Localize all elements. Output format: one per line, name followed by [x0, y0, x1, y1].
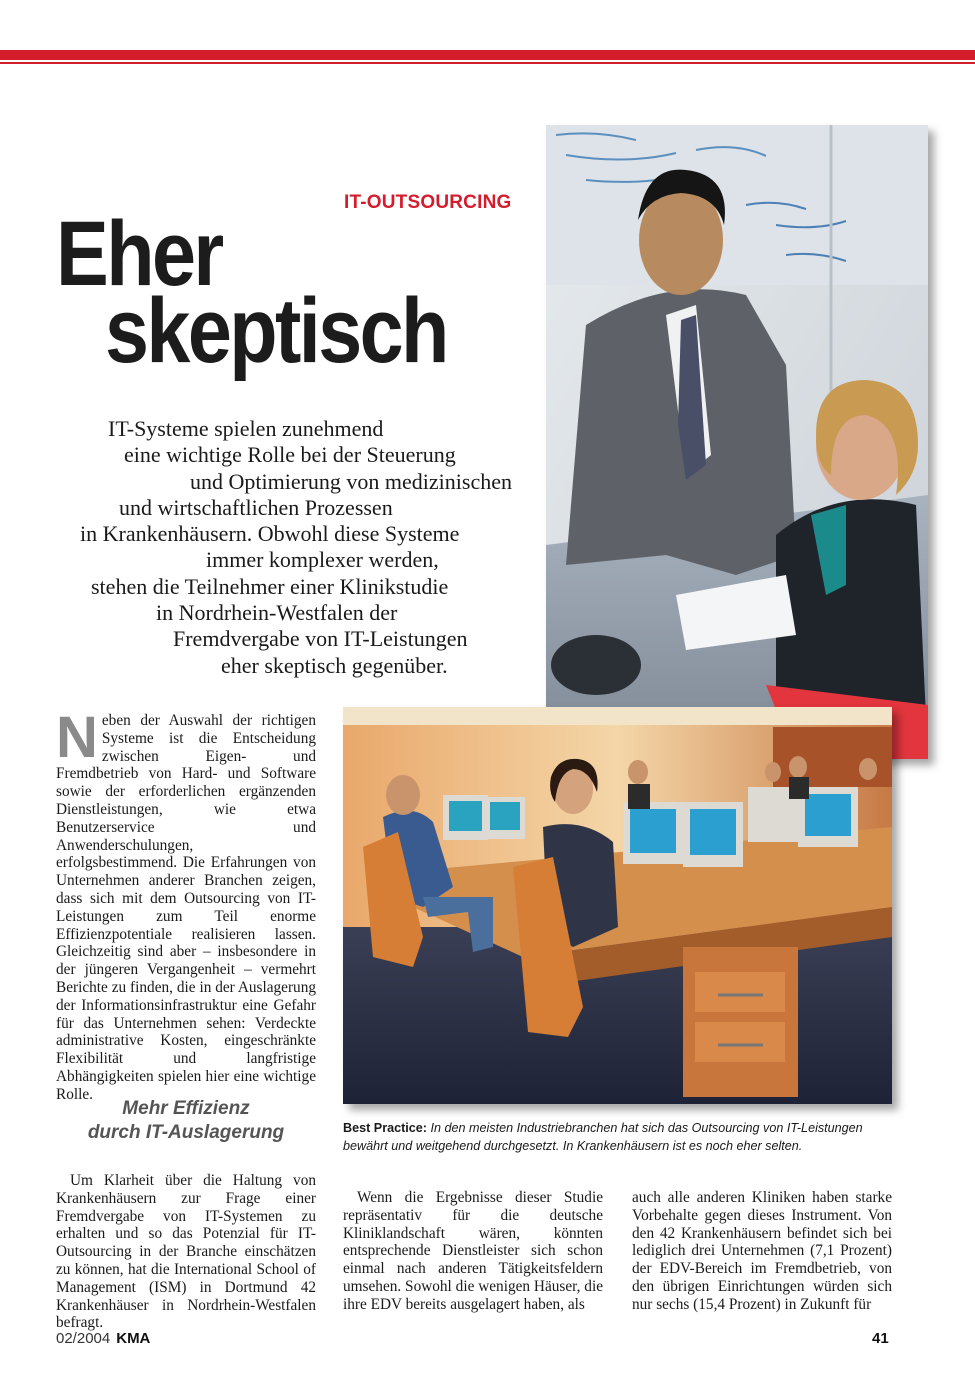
lead-line: immer komplexer werden,: [206, 547, 439, 573]
subheading-line-2: durch IT-Auslagerung: [87, 1122, 285, 1143]
lead-line: und Optimierung von medizinischen: [190, 468, 512, 494]
body-column-2: Wenn die Ergebnisse dieser Studie repräsentativ für die deutsche Kliniklandschaft wären, könnten entsprechende Dienstleister sich schon einmal nach anderen Tätigkeitsfeldern umsehen. Sowohl die wenigen Häuser, die ihre EDV bereits ausgelagert haben, als: [343, 1189, 603, 1313]
lead-line: in Krankenhäusern. Obwohl diese Systeme: [80, 521, 460, 547]
headline-line-1: Eher: [56, 203, 222, 305]
lead-line: Fremdvergabe von IT-Leistungen: [173, 626, 468, 652]
caption-label: Best Practice:: [343, 1121, 427, 1135]
call-center-photo: [343, 707, 892, 1104]
body-column-3: auch alle anderen Kliniken haben starke Vorbehalte gegen dieses Instrument. Von den 42 Krankenhäusern befindet sich bei lediglich drei Unternehmen (7,1 Prozent) der EDV-Bereich im Fremdbetrieb, von den übrigen Einrichtungen würden sich nur sechs (15,4 Prozent) in Zukunft für: [632, 1189, 892, 1313]
lead-line: IT-Systeme spielen zunehmend: [108, 416, 384, 441]
subheading-line-1: Mehr Effizienz: [122, 1098, 250, 1119]
caption-line-1: In den meisten Industriebranchen hat sich das Outsourcing von IT-Leistungen: [430, 1121, 863, 1135]
drop-cap: N: [56, 705, 98, 770]
body-column-1b: Um Klarheit über die Haltung von Krankenhäusern zur Frage einer Fremdvergabe von IT-Systemen zu erhalten und so das Potenzial für IT-Outsourcing in der Branche einschätzen zu können, hat die International School of Management (ISM) in Dortmund 42 Krankenhäuser in Nordrhein-Westfalen befragt.: [56, 1172, 316, 1332]
body-column-1: [56, 705, 316, 1104]
section-kicker: IT-OUTSOURCING: [344, 192, 512, 213]
page-number: 41: [872, 1330, 889, 1347]
lead-line: stehen die Teilnehmer einer Klinikstudie: [91, 573, 449, 599]
lead-line: eher skeptisch gegenüber.: [221, 652, 448, 678]
photo-caption: [343, 1119, 903, 1155]
headline-line-2: skeptisch: [105, 280, 447, 382]
caption-line-2: bewährt und weitgehend durchgesetzt. In Krankenhäusern ist es noch eher selten.: [343, 1139, 803, 1153]
lead-line: und wirtschaftlichen Prozessen: [119, 494, 393, 520]
footer-issue: [56, 1330, 150, 1347]
issue-date: 02/2004: [56, 1330, 111, 1347]
top-rule-thick: [0, 50, 975, 60]
lead-line: eine wichtige Rolle bei der Steuerung: [124, 442, 456, 468]
magazine-name: KMA: [116, 1330, 151, 1347]
lead-line: in Nordrhein-Westfalen der: [156, 600, 398, 626]
lead-paragraph: [60, 416, 540, 679]
body-text: eben der Auswahl der richtigen Systeme ist die Entscheidung zwischen Eigen- und Fremdbetrieb von Hard- und Software sowie der erforderlichen ergänzenden Dienstleistungen, wie etwa Benutzerservice und Anwenderschulungen, erfolgsbestimmend. Die Erfahrungen von Unternehmen anderer Branchen zeigen, dass sich mit dem Outsourcing von IT-Leistungen zum Teil enorme Effizienzpotentiale realisieren lassen. Gleichzeitig sind aber – insbesondere in der jüngeren Vergangenheit – vermehrt Berichte zu finden, die in der Auslagerung der Informationsinfrastruktur eine Gefahr für das Unternehmen sehen: Verdeckte administrative Kosten, eingeschränkte Flexibilität und langfristige Abhängigkeiten spielen hier eine wichtige Rolle.: [56, 712, 316, 1103]
subheading: [56, 1097, 316, 1145]
meeting-photo: [546, 125, 928, 759]
top-rule-thin: [0, 62, 975, 64]
